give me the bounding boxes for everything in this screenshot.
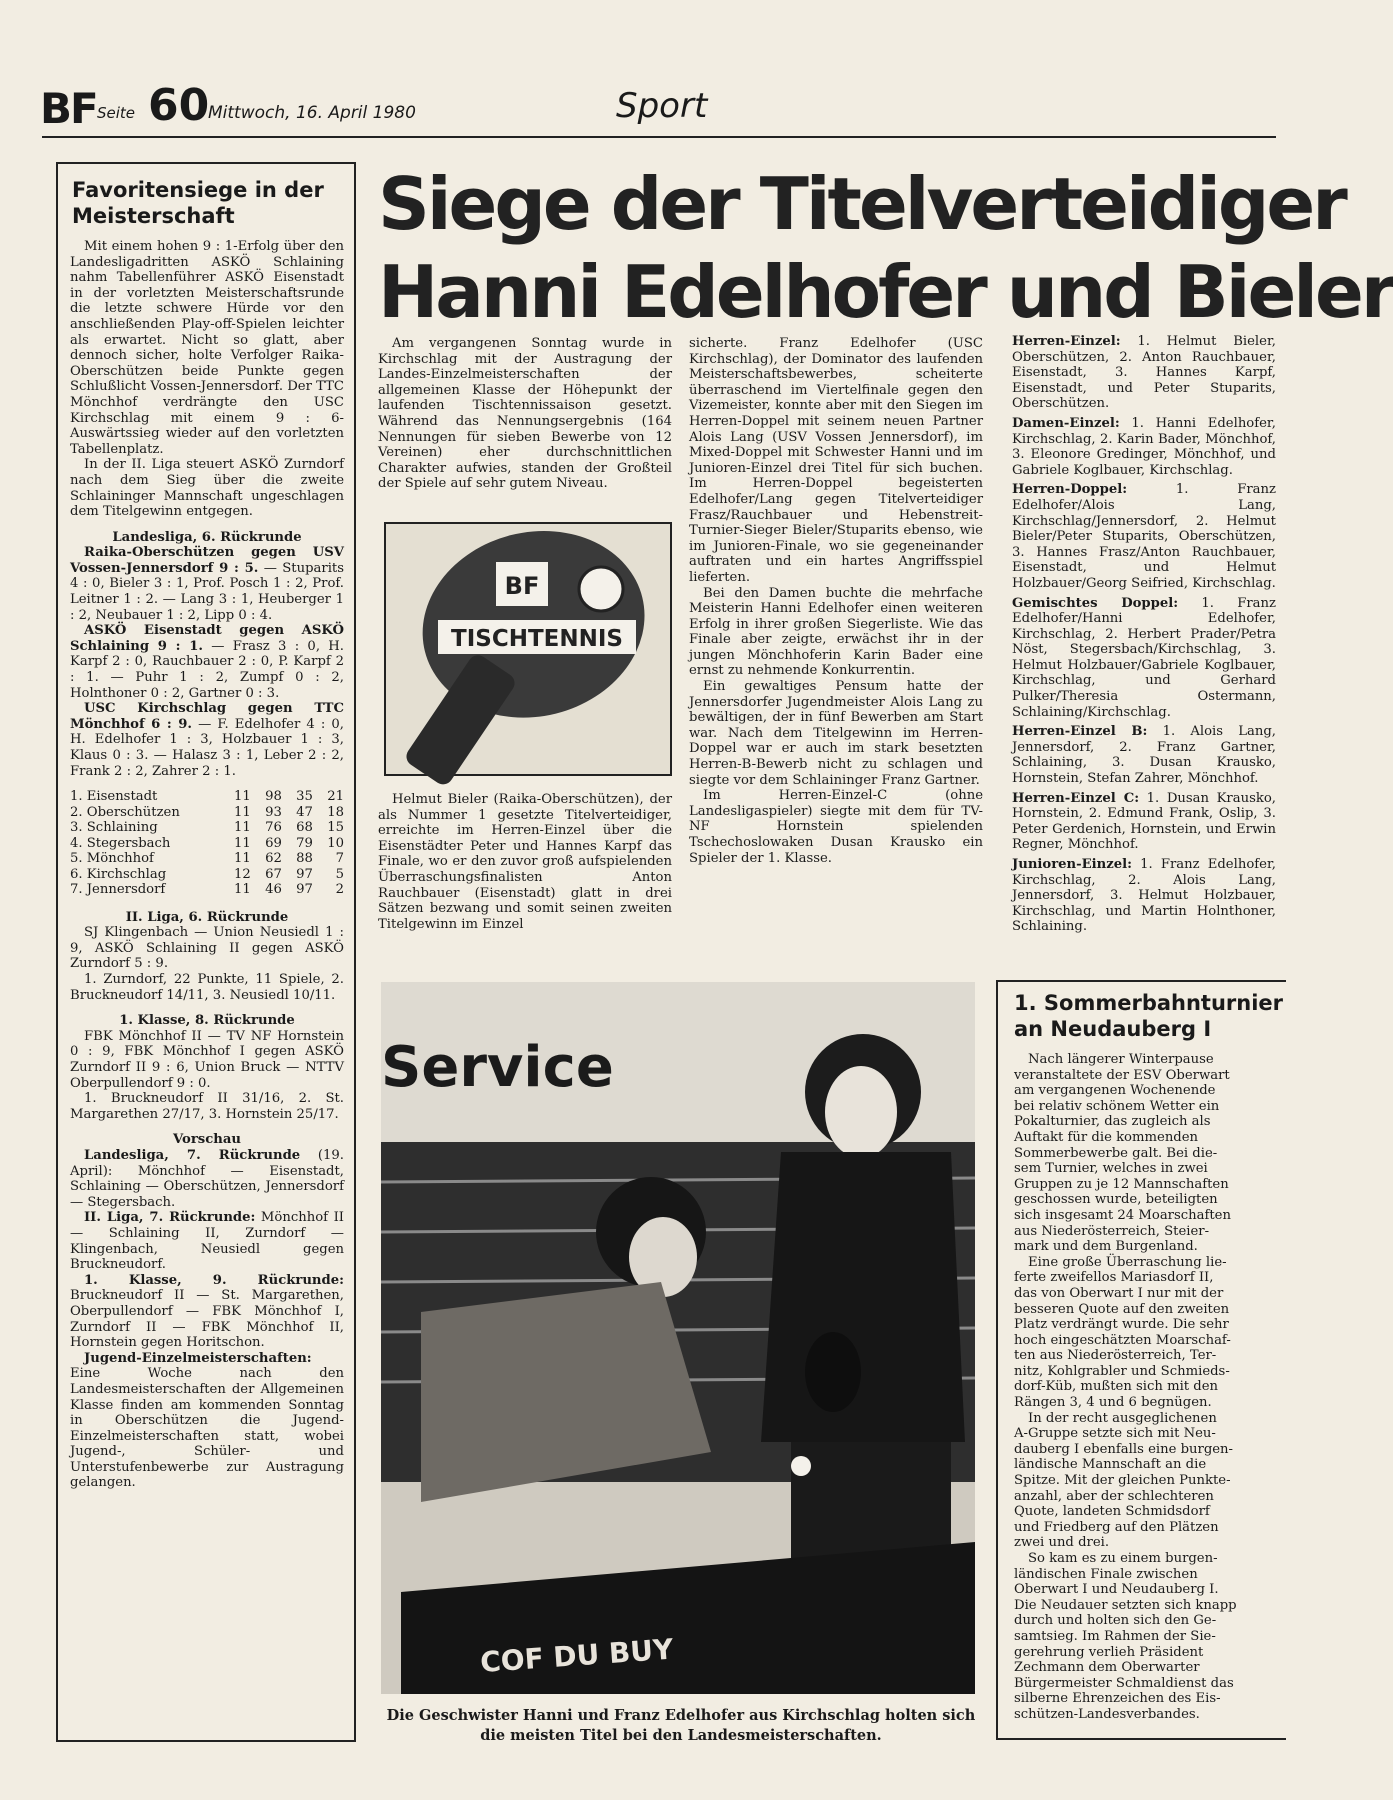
tischtennis-logo	[384, 522, 672, 776]
text-line: silberne Ehrenzeichen des Eis-	[1014, 1691, 1221, 1707]
text-line: mark und dem Burgenland.	[1014, 1239, 1198, 1255]
photo-image	[381, 982, 975, 1694]
text-line: Platz verdrängt wurde. Die sehr	[1014, 1317, 1229, 1333]
table-row: 2. Oberschützen 11 93 47 18	[70, 804, 344, 820]
result-entry: Herren-Einzel C: 1. Dusan Krausko, Hornstein, 2. Edmund Frank, Oslip, 3. Peter Gerdenich, Hornstein, und Erwin Regner, Mönchhof.	[1012, 790, 1276, 853]
standings-table	[70, 789, 344, 898]
results-column	[1012, 334, 1276, 939]
issue-date: Mittwoch, 16. April 1980	[208, 103, 416, 123]
subheading: II. Liga, 6. Rückrunde	[125, 909, 289, 925]
subheading: 1. Klasse, 8. Rückrunde	[119, 1013, 295, 1029]
page-number: 60	[148, 80, 210, 131]
match-result: USC Kirchschlag gegen TTC Mönchhof 6 : 9. — F. Edelhofer 4 : 0, H. Edelhofer 1 : 3, Holzbauer 1 : 3, Klaus 0 : 3. — Halasz 3 : 1, Leber 2 : 2, Frank 2 : 2, Zahrer 2 : 1.	[70, 701, 344, 779]
text-line: durch und holten sich den Ge-	[1014, 1613, 1217, 1629]
text-line: anzahl, aber der schlechteren	[1014, 1488, 1214, 1504]
match-result: Raika-Oberschützen gegen USV Vossen-Jennersdorf 9 : 5. — Stuparits 4 : 0, Bieler 3 : 1, Prof. Posch 1 : 2, Prof. Leitner 1 : 2. — Lang 3 : 1, Heuberger 1 : 2, Neubauer 1 : 2, Lipp 0 : 4.	[70, 545, 344, 623]
text-line: Auftakt für die kommenden	[1014, 1129, 1199, 1145]
text-line: Quote, landeten Schmidsdorf	[1014, 1504, 1210, 1520]
subheading: Landesliga, 6. Rückrunde	[112, 529, 302, 545]
right-headline-line-2: an Neudauberg I	[1014, 1017, 1212, 1041]
article-photo	[381, 982, 975, 1694]
masthead-divider	[42, 136, 1276, 138]
table-row: 4. Stegersbach 11 69 79 10	[70, 835, 344, 851]
right-box-article	[1014, 1052, 1276, 1723]
text-line: Bürgermeister Schmaldienst das	[1014, 1675, 1234, 1691]
text-line: veranstaltete der ESV Oberwart	[1014, 1067, 1230, 1083]
result-entry: Gemischtes Doppel: 1. Franz Edelhofer/Hanni Edelhofer, Kirchschlag, 2. Herbert Prader/Petra Nöst, Stegersbach/Kirchschlag, 3. Helmut Holzbauer/Gabriele Koglbauer, Kirchschlag, und Gerhard Pulker/Theresia Ostermann, Schlaining/Kirchschlag.	[1012, 595, 1276, 720]
article-column-1	[378, 336, 672, 492]
section-title: Sport	[616, 86, 708, 126]
paragraph: Mit einem hohen 9 : 1-Erfolg über den Landesligadritten ASKÖ Schlaining nahm Tabellenführer ASKÖ Eisenstadt in der vorletzten Meisterschaftsrunde die letzte schwere Hürde vor den anschließenden Play-off-Spielen leichter als erwartet. Nicht so glatt, aber dennoch sicher, holte Verfolger Raika-Oberschützen beide Punkte gegen Schlußlicht Vossen-Jennersdorf. Der TTC Mönchhof verdrängte den USC Kirchschlag mit einem 9 : 6-Auswärtssieg wieder auf den vorletzten Tabellenplatz.	[70, 239, 345, 457]
text-line: Pokalturnier, das zugleich als	[1014, 1114, 1211, 1130]
text-line: ten aus Niederösterreich, Ter-	[1014, 1348, 1217, 1364]
article-column-2	[689, 336, 983, 866]
table-row: 7. Jennersdorf 11 46 97 2	[70, 882, 344, 898]
paragraph: 1. Bruckneudorf II 31/16, 2. St. Margarethen 27/17, 3. Hornstein 25/17.	[70, 1091, 344, 1122]
text-line: A-Gruppe setzte sich mit Neu-	[1014, 1426, 1216, 1442]
paragraph: SJ Klingenbach — Union Neusiedl 1 : 9, ASKÖ Schlaining II gegen ASKÖ Zurndorf 5 : 9.	[70, 925, 344, 972]
text-line: Spitze. Mit der gleichen Punkte-	[1014, 1473, 1231, 1489]
text-line: aus Niederösterreich, Steier-	[1014, 1223, 1210, 1239]
logo-bf: BF	[504, 572, 540, 600]
text-line: Die Neudauer setzten sich knapp	[1014, 1597, 1237, 1613]
text-line: Zechmann dem Oberwarter	[1014, 1660, 1200, 1676]
match-result: ASKÖ Eisenstadt gegen ASKÖ Schlaining 9 : 1. — Frasz 3 : 0, H. Karpf 2 : 0, Rauchbauer 2 : 0, P. Karpf 2 : 1. — Puhr 1 : 2, Zumpf 0 : 2, Holnthoner 0 : 2, Gartner 0 : 3.	[70, 623, 344, 701]
text-line: Rängen 3, 4 und 6 begnügen.	[1014, 1395, 1212, 1411]
result-entry: Herren-Doppel: 1. Franz Edelhofer/Alois Lang, Kirchschlag/Jennersdorf, 2. Helmut Bieler/Peter Stuparits, Oberschützen, 3. Hannes Frasz/Anton Rauchbauer, Eisenstadt, und Helmut Holzbauer/Georg Seifried, Kirchschlag.	[1012, 482, 1276, 591]
result-entry: Damen-Einzel: 1. Hanni Edelhofer, Kirchschlag, 2. Karin Bader, Mönchhof, 3. Eleonore Gredinger, Mönchhof, und Gabriele Koglbauer, Kirchschlag.	[1012, 415, 1276, 478]
text-line: ferte zweifellos Mariasdorf II,	[1014, 1270, 1214, 1286]
text-line: Oberwart I und Neudauberg I.	[1014, 1582, 1219, 1598]
text-line: ländische Mannschaft an die	[1014, 1457, 1207, 1473]
text-line: bei relativ schönem Wetter ein	[1014, 1098, 1220, 1114]
paragraph: sicherte. Franz Edelhofer (USC Kirchschlag), der Dominator des laufenden Meisterschaftsbewerbes, scheiterte überraschend im Viertelfinale gegen den Vizemeister, konnte aber mit den Siegen im Herren-Doppel mit seinem neuen Partner Alois Lang (USV Vossen Jennersdorf), im Mixed-Doppel mit Schwester Hanni und im Junioren-Einzel drei Titel für sich buchen. Im Herren-Doppel begeisterten Edelhofer/Lang gegen Titelverteidiger Frasz/Rauchbauer und Hebenstreit-Turnier-Sieger Bieler/Stuparits ebenso, wie im Junioren-Finale, wo sie gegeneinander auftraten und ein hartes Angriffsspiel lieferten.	[689, 336, 983, 585]
paragraph: Ein gewaltiges Pensum hatte der Jennersdorfer Jugendmeister Alois Lang zu bewältigen, der in fünf Bewerben am Start war. Nach dem Titelgewinn im Herren-Doppel war er auch im stark besetzten Herren-B-Bewerb nicht zu schlagen und siegte vor dem Schlaininger Franz Gartner.	[689, 679, 983, 788]
paragraph: FBK Mönchhof II — TV NF Hornstein 0 : 9, FBK Mönchhof I gegen ASKÖ Zurndorf II 9 : 6, Union Bruck — NTTV Oberpullendorf 9 : 0.	[70, 1028, 344, 1091]
text-line: geschossen wurde, beteiligten	[1014, 1192, 1218, 1208]
photo-sign-service: Service	[381, 1035, 614, 1100]
paragraph: Am vergangenen Sonntag wurde in Kirchschlag mit der Austragung der Landes-Einzelmeisterschaften der allgemeinen Klasse der Höhepunkt der laufenden Tischtennissaison gesetzt. Während das Nennungsergebnis (164 Nennungen für sieben Bewerbe von 12 Vereinen) eher durchschnittlichen Charakter aufwies, standen der Großteil der Spiele auf sehr gutem Niveau.	[378, 336, 672, 492]
table-row: 6. Kirchschlag 12 67 97 5	[70, 866, 344, 882]
result-entry: Herren-Einzel B: 1. Alois Lang, Jennersdorf, 2. Franz Gartner, Schlaining, 3. Dusan Krausko, Hornstein, Stefan Zahrer, Mönchhof.	[1012, 724, 1276, 787]
sidebar-headline: Favoritensiege in der Meisterschaft	[72, 178, 324, 228]
paragraph: 1. Klasse, 9. Rückrunde: Bruckneudorf II — St. Margarethen, Oberpullendorf — FBK Mönchhof I, Zurndorf II — FBK Mönchhof II, Hornstein gegen Horitschon.	[70, 1272, 344, 1351]
paragraph: Im Herren-Einzel-C (ohne Landesligaspieler) siegte mit dem für TV-NF Hornstein spielenden Tschechoslowaken Dusan Krausko ein Spieler der 1. Klasse.	[689, 788, 983, 866]
text-line: sem Turnier, welches in zwei	[1014, 1161, 1208, 1177]
photo-sign-table: COF DU BUY	[479, 1632, 675, 1679]
text-line: zwei und drei.	[1014, 1535, 1110, 1551]
bf-logo: BF	[40, 84, 97, 133]
right-box-headline	[1014, 990, 1284, 1042]
paragraph: Helmut Bieler (Raika-Oberschützen), der als Nummer 1 gesetzte Titelverteidiger, erreichte im Herren-Einzel über die Eisenstädter Peter und Hannes Karpf das Finale, wo er den zuvor groß aufspielenden Überraschungsfinalisten Anton Rauchbauer (Eisenstadt) glatt in drei Sätzen bezwang und somit seinen zweiten Titelgewinn im Einzel	[378, 792, 672, 932]
paragraph: II. Liga, 7. Rückrunde: Mönchhof II — Schlaining II, Zurndorf — Klingenbach, Neusiedl gegen Bruckneudorf.	[70, 1210, 344, 1273]
paragraph: Landesliga, 7. Rückrunde (19. April): Mönchhof — Eisenstadt, Schlaining — Oberschützen, Jennersdorf — Stegersbach.	[70, 1148, 344, 1210]
text-line: dorf-Küb, mußten sich mit den	[1014, 1379, 1219, 1395]
paddle-icon	[386, 524, 670, 774]
text-line: Eine große Überraschung lie-	[1028, 1254, 1227, 1270]
table-row: 3. Schlaining 11 76 68 15	[70, 820, 344, 836]
table-row: 1. Eisenstadt 11 98 35 21	[70, 789, 344, 805]
text-line: sich insgesamt 24 Moarschaften	[1014, 1207, 1231, 1223]
subheading: Vorschau	[173, 1132, 241, 1148]
text-line: dauberg I ebenfalls eine burgen-	[1014, 1441, 1234, 1457]
text-line: In der recht ausgeglichenen	[1028, 1410, 1217, 1426]
paragraph: In der II. Liga steuert ASKÖ Zurndorf nach dem Sieg über die zweite Schlaininger Mannschaft ungeschlagen dem Titelgewinn entgegen.	[70, 457, 344, 520]
headline-line-1: Siege der Titelverteidiger	[378, 162, 1345, 246]
paragraph: 1. Zurndorf, 22 Punkte, 11 Spiele, 2. Bruckneudorf 14/11, 3. Neusiedl 10/11.	[70, 972, 344, 1003]
text-line: Gruppen zu je 12 Mannschaften	[1014, 1176, 1229, 1192]
headline-line-2: Hanni Edelhofer und Bieler	[378, 250, 1393, 334]
article-column-1-continued	[378, 792, 672, 932]
text-line: nitz, Kohlgrabler und Schmieds-	[1014, 1363, 1230, 1379]
text-line: gerehrung verlieh Präsident	[1014, 1644, 1204, 1660]
text-line: ländischen Finale zwischen	[1014, 1566, 1198, 1582]
sidebar-article	[70, 239, 344, 1491]
text-line: und Friedberg auf den Plätzen	[1014, 1519, 1219, 1535]
text-line: Nach längerer Winterpause	[1028, 1052, 1214, 1067]
result-entry: Herren-Einzel: 1. Helmut Bieler, Oberschützen, 2. Anton Rauchbauer, Eisenstadt, 3. Hannes Karpf, Eisenstadt, und Peter Stuparits, Oberschützen.	[1012, 334, 1276, 412]
logo-text: TISCHTENNIS	[451, 626, 623, 652]
paragraph: Bei den Damen buchte die mehrfache Meisterin Hanni Edelhofer einen weiteren Erfolg in ihrer großen Siegerliste. Wie das Finale aber zeigte, erwächst ihr in der jungen Mönchhoferin Karin Bader eine ernst zu nehmende Konkurrentin.	[689, 585, 983, 679]
table-row: 5. Mönchhof 11 62 88 7	[70, 851, 344, 867]
main-headline	[378, 160, 1393, 336]
text-line: samtsieg. Im Rahmen der Sie-	[1014, 1628, 1216, 1644]
result-entry: Junioren-Einzel: 1. Franz Edelhofer, Kirchschlag, 2. Alois Lang, Jennersdorf, 3. Helmut Holzbauer, Kirchschlag, und Martin Holnthoner, Schlaining.	[1012, 857, 1276, 935]
text-line: besseren Quote auf den zweiten	[1014, 1301, 1230, 1317]
text-line: Sommerbewerbe galt. Bei die-	[1014, 1145, 1218, 1161]
text-line: hoch eingeschätzten Moarschaf-	[1014, 1332, 1231, 1348]
text-line: das von Oberwart I nur mit der	[1014, 1285, 1224, 1301]
paragraph: Jugend-Einzelmeisterschaften: Eine Woche nach den Landesmeisterschaften der Allgemeinen Klasse finden am kommenden Sonntag in Oberschützen die Jugend-Einzelmeisterschaften statt, wobei Jugend-, Schüler- und Unterstufenbewerbe zur Austragung gelangen.	[70, 1350, 344, 1491]
text-line: schützen-Landesverbandes.	[1014, 1706, 1200, 1722]
text-line: am vergangenen Wochenende	[1014, 1083, 1216, 1099]
photo-caption: Die Geschwister Hanni und Franz Edelhofer aus Kirchschlag holten sich die meisten Titel bei den Landesmeisterschaften.	[386, 1707, 976, 1744]
text-line: So kam es zu einem burgen-	[1028, 1551, 1218, 1566]
right-headline-line-1: 1. Sommerbahnturnier	[1014, 991, 1284, 1015]
page-label: Seite	[97, 104, 136, 122]
